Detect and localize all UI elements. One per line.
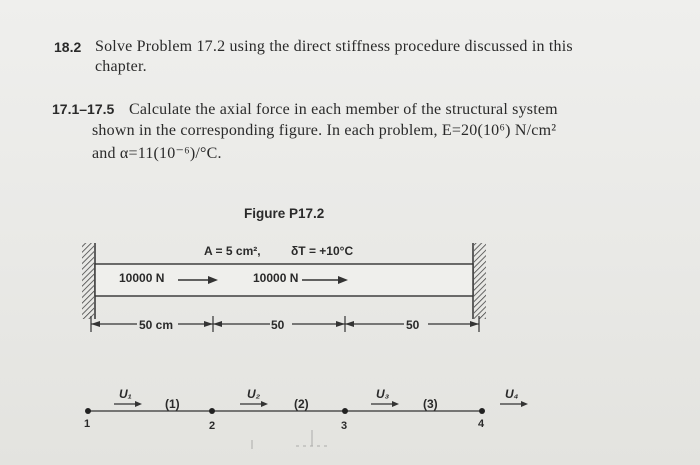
dof-label-u4: U₄ — [505, 387, 519, 401]
problem-17-1-text-line3: and α=11(10⁻⁶)/°C. — [92, 145, 222, 162]
element-label-2: (2) — [294, 397, 309, 411]
node-1-point — [85, 408, 91, 414]
node-2-point — [209, 408, 215, 414]
temperature-change-label: δT = +10°C — [291, 244, 354, 258]
problem-17-1-text-line2: shown in the corresponding figure. In each problem, E=20(10⁶) N/cm² — [92, 122, 557, 139]
node-label-2: 2 — [209, 420, 216, 432]
dimension-label-2: 50 — [271, 318, 285, 332]
problem-number-17-1: 17.1–17.5 — [52, 101, 115, 117]
load-label-2: 10000 N — [253, 271, 299, 285]
problem-18-2-text-line2: chapter. — [95, 58, 147, 75]
problem-18-2-text-line1: Solve Problem 17.2 using the direct stiffness procedure discussed in this — [95, 38, 573, 55]
dof-arrow-u2 — [240, 401, 268, 407]
node-3-point — [342, 408, 348, 414]
node-label-1: 1 — [84, 418, 91, 430]
node-label-4: 4 — [478, 418, 485, 430]
area-label: A = 5 cm², — [204, 244, 261, 258]
load-label-1: 10000 N — [119, 271, 165, 285]
dimension-label-3: 50 — [406, 318, 420, 332]
left-wall-support — [82, 243, 94, 319]
dof-arrow-u1 — [114, 401, 142, 407]
node-4-point — [479, 408, 485, 414]
problem-17-1-text-line1: Calculate the axial force in each member of the structural system — [129, 101, 558, 118]
dof-arrow-u3 — [371, 401, 399, 407]
problem-number-18-2: 18.2 — [54, 39, 82, 55]
right-wall-support — [474, 243, 486, 319]
figure-title: Figure P17.2 — [244, 206, 325, 221]
element-label-1: (1) — [165, 397, 180, 411]
element-label-3: (3) — [423, 397, 438, 411]
dimension-label-1: 50 cm — [139, 318, 174, 332]
pencil-marks — [252, 430, 330, 449]
dof-label-u3: U₃ — [376, 387, 390, 401]
dof-arrow-u4 — [500, 401, 528, 407]
dof-label-u1: U₁ — [119, 387, 132, 401]
dof-label-u2: U₂ — [247, 387, 261, 401]
node-label-3: 3 — [341, 420, 348, 432]
